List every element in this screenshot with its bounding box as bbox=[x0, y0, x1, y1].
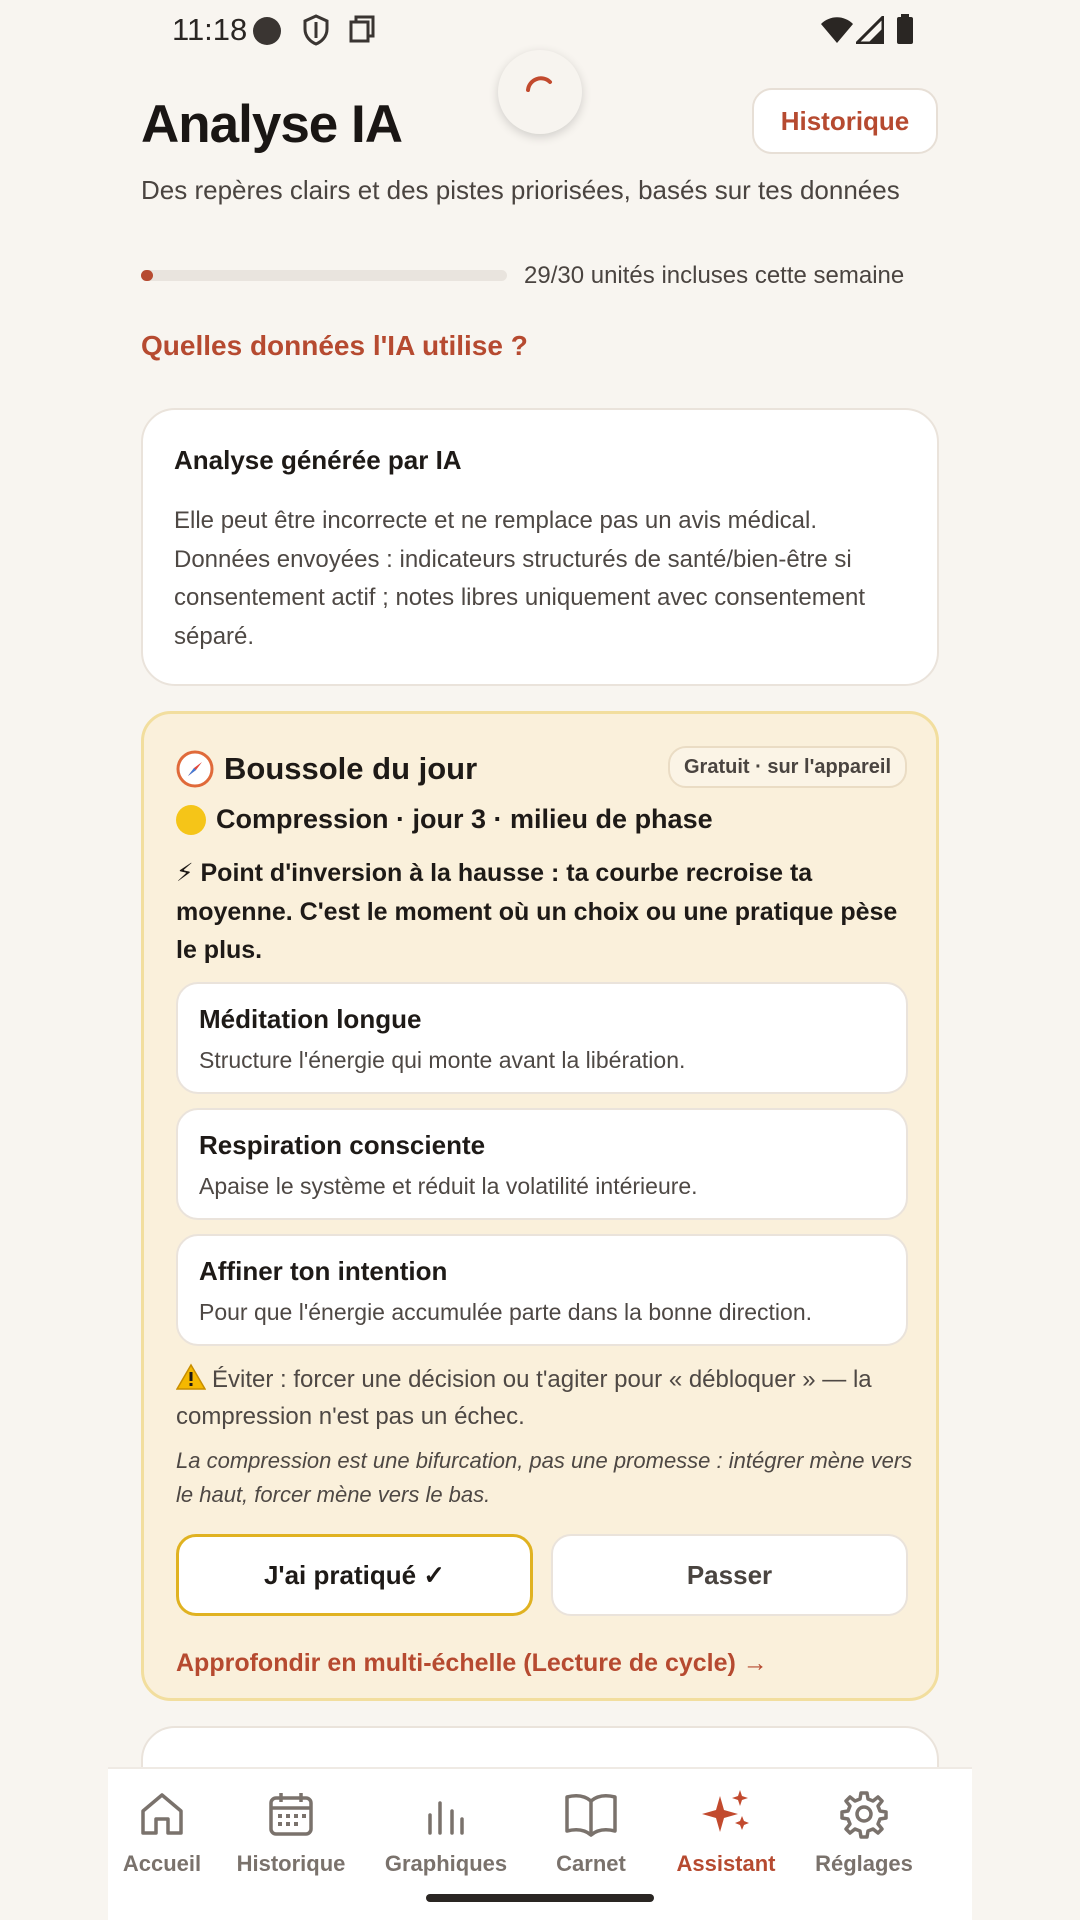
phase-line bbox=[176, 804, 713, 835]
page-subtitle: Des repères clairs et des pistes priorisées, basés sur tes données bbox=[141, 175, 900, 205]
history-button[interactable]: Historique bbox=[752, 88, 938, 154]
usage-progress-label: 29/30 unités incluses cette semaine bbox=[524, 262, 905, 289]
warning-icon bbox=[176, 1363, 206, 1391]
disclaimer-title: Analyse générée par IA bbox=[174, 445, 462, 475]
practice-item-intention[interactable] bbox=[176, 1234, 908, 1346]
copy-icon bbox=[348, 14, 376, 44]
nav-item-graphiques[interactable] bbox=[366, 1769, 526, 1889]
status-time: 11:18 bbox=[172, 12, 248, 47]
compass-header bbox=[176, 750, 477, 788]
avoid-warning bbox=[176, 1361, 916, 1435]
practiced-button[interactable]: J'ai pratiqué ✓ bbox=[176, 1534, 533, 1616]
practice-desc: Pour que l'énergie accumulée parte dans la bonne direction. bbox=[199, 1299, 813, 1325]
practice-item-breathing[interactable] bbox=[176, 1108, 908, 1220]
nav-label: Graphiques bbox=[384, 1851, 508, 1876]
bar-chart-icon bbox=[421, 1789, 471, 1839]
nav-item-historique[interactable] bbox=[216, 1769, 366, 1889]
nav-label: Réglages bbox=[815, 1851, 913, 1876]
dnd-dot-icon bbox=[252, 16, 282, 46]
battery-icon bbox=[896, 14, 914, 44]
practice-title: Méditation longue bbox=[199, 1004, 422, 1034]
nav-label: Carnet bbox=[556, 1851, 626, 1876]
ai-data-info-link[interactable]: Quelles données l'IA utilise ? bbox=[141, 330, 528, 361]
practice-title: Respiration consciente bbox=[199, 1130, 486, 1160]
compass-title: Boussole du jour bbox=[224, 751, 478, 786]
compass-icon bbox=[176, 750, 214, 788]
nav-label: Historique bbox=[236, 1851, 346, 1876]
loading-spinner bbox=[498, 50, 582, 134]
sparkles-icon bbox=[698, 1786, 754, 1842]
nav-item-reglages[interactable] bbox=[796, 1769, 932, 1889]
yellow-dot-icon bbox=[176, 805, 206, 835]
practice-desc: Structure l'énergie qui monte avant la libération. bbox=[199, 1047, 686, 1073]
nav-item-assistant[interactable] bbox=[656, 1769, 796, 1889]
ai-disclaimer-card bbox=[141, 408, 939, 686]
wifi-icon bbox=[820, 16, 854, 44]
cycle-reading-link[interactable]: Approfondir en multi-échelle (Lecture de cycle) → bbox=[176, 1649, 768, 1677]
page-title: Analyse IA bbox=[141, 95, 403, 154]
nav-item-carnet[interactable] bbox=[526, 1769, 656, 1889]
disclaimer-body: Elle peut être incorrecte et ne remplace pas un avis médical. Données envoyées : indicateurs structurés de santé/bien-être si consentement actif ; notes libres uniquement avec consentement séparé. bbox=[174, 507, 866, 650]
spinner-icon bbox=[498, 50, 582, 134]
calendar-icon bbox=[266, 1789, 316, 1839]
phase-text: Compression · jour 3 · milieu de phase bbox=[216, 804, 713, 834]
avoid-text: Éviter : forcer une décision ou t'agiter pour « débloquer » — la compression n'est pas un échec. bbox=[176, 1366, 872, 1430]
practice-title: Affiner ton intention bbox=[199, 1256, 448, 1286]
skip-button[interactable]: Passer bbox=[551, 1534, 908, 1616]
signal-icon bbox=[856, 16, 884, 44]
bifurcation-note: La compression est une bifurcation, pas une promesse : intégrer mène vers le haut, forcer mène vers le bas. bbox=[176, 1448, 913, 1507]
nav-label: Assistant bbox=[676, 1851, 776, 1876]
book-icon bbox=[564, 1789, 618, 1839]
practice-desc: Apaise le système et réduit la volatilité intérieure. bbox=[199, 1173, 698, 1199]
gear-icon bbox=[839, 1789, 889, 1839]
daily-compass-card bbox=[141, 711, 939, 1701]
practice-item-meditation[interactable] bbox=[176, 982, 908, 1094]
free-on-device-badge: Gratuit · sur l'appareil bbox=[668, 746, 907, 788]
home-icon bbox=[137, 1789, 187, 1839]
usage-progress-bar bbox=[141, 270, 507, 281]
home-indicator[interactable] bbox=[426, 1894, 654, 1902]
usage-progress-fill bbox=[141, 270, 153, 281]
inversion-alert-text: ⚡ Point d'inversion à la hausse : ta courbe recroise ta moyenne. C'est le moment où un choix ou une pratique pèse le plus. bbox=[176, 859, 898, 964]
nav-item-accueil[interactable] bbox=[108, 1769, 216, 1889]
nav-label: Accueil bbox=[122, 1851, 202, 1876]
shield-icon bbox=[302, 14, 330, 46]
